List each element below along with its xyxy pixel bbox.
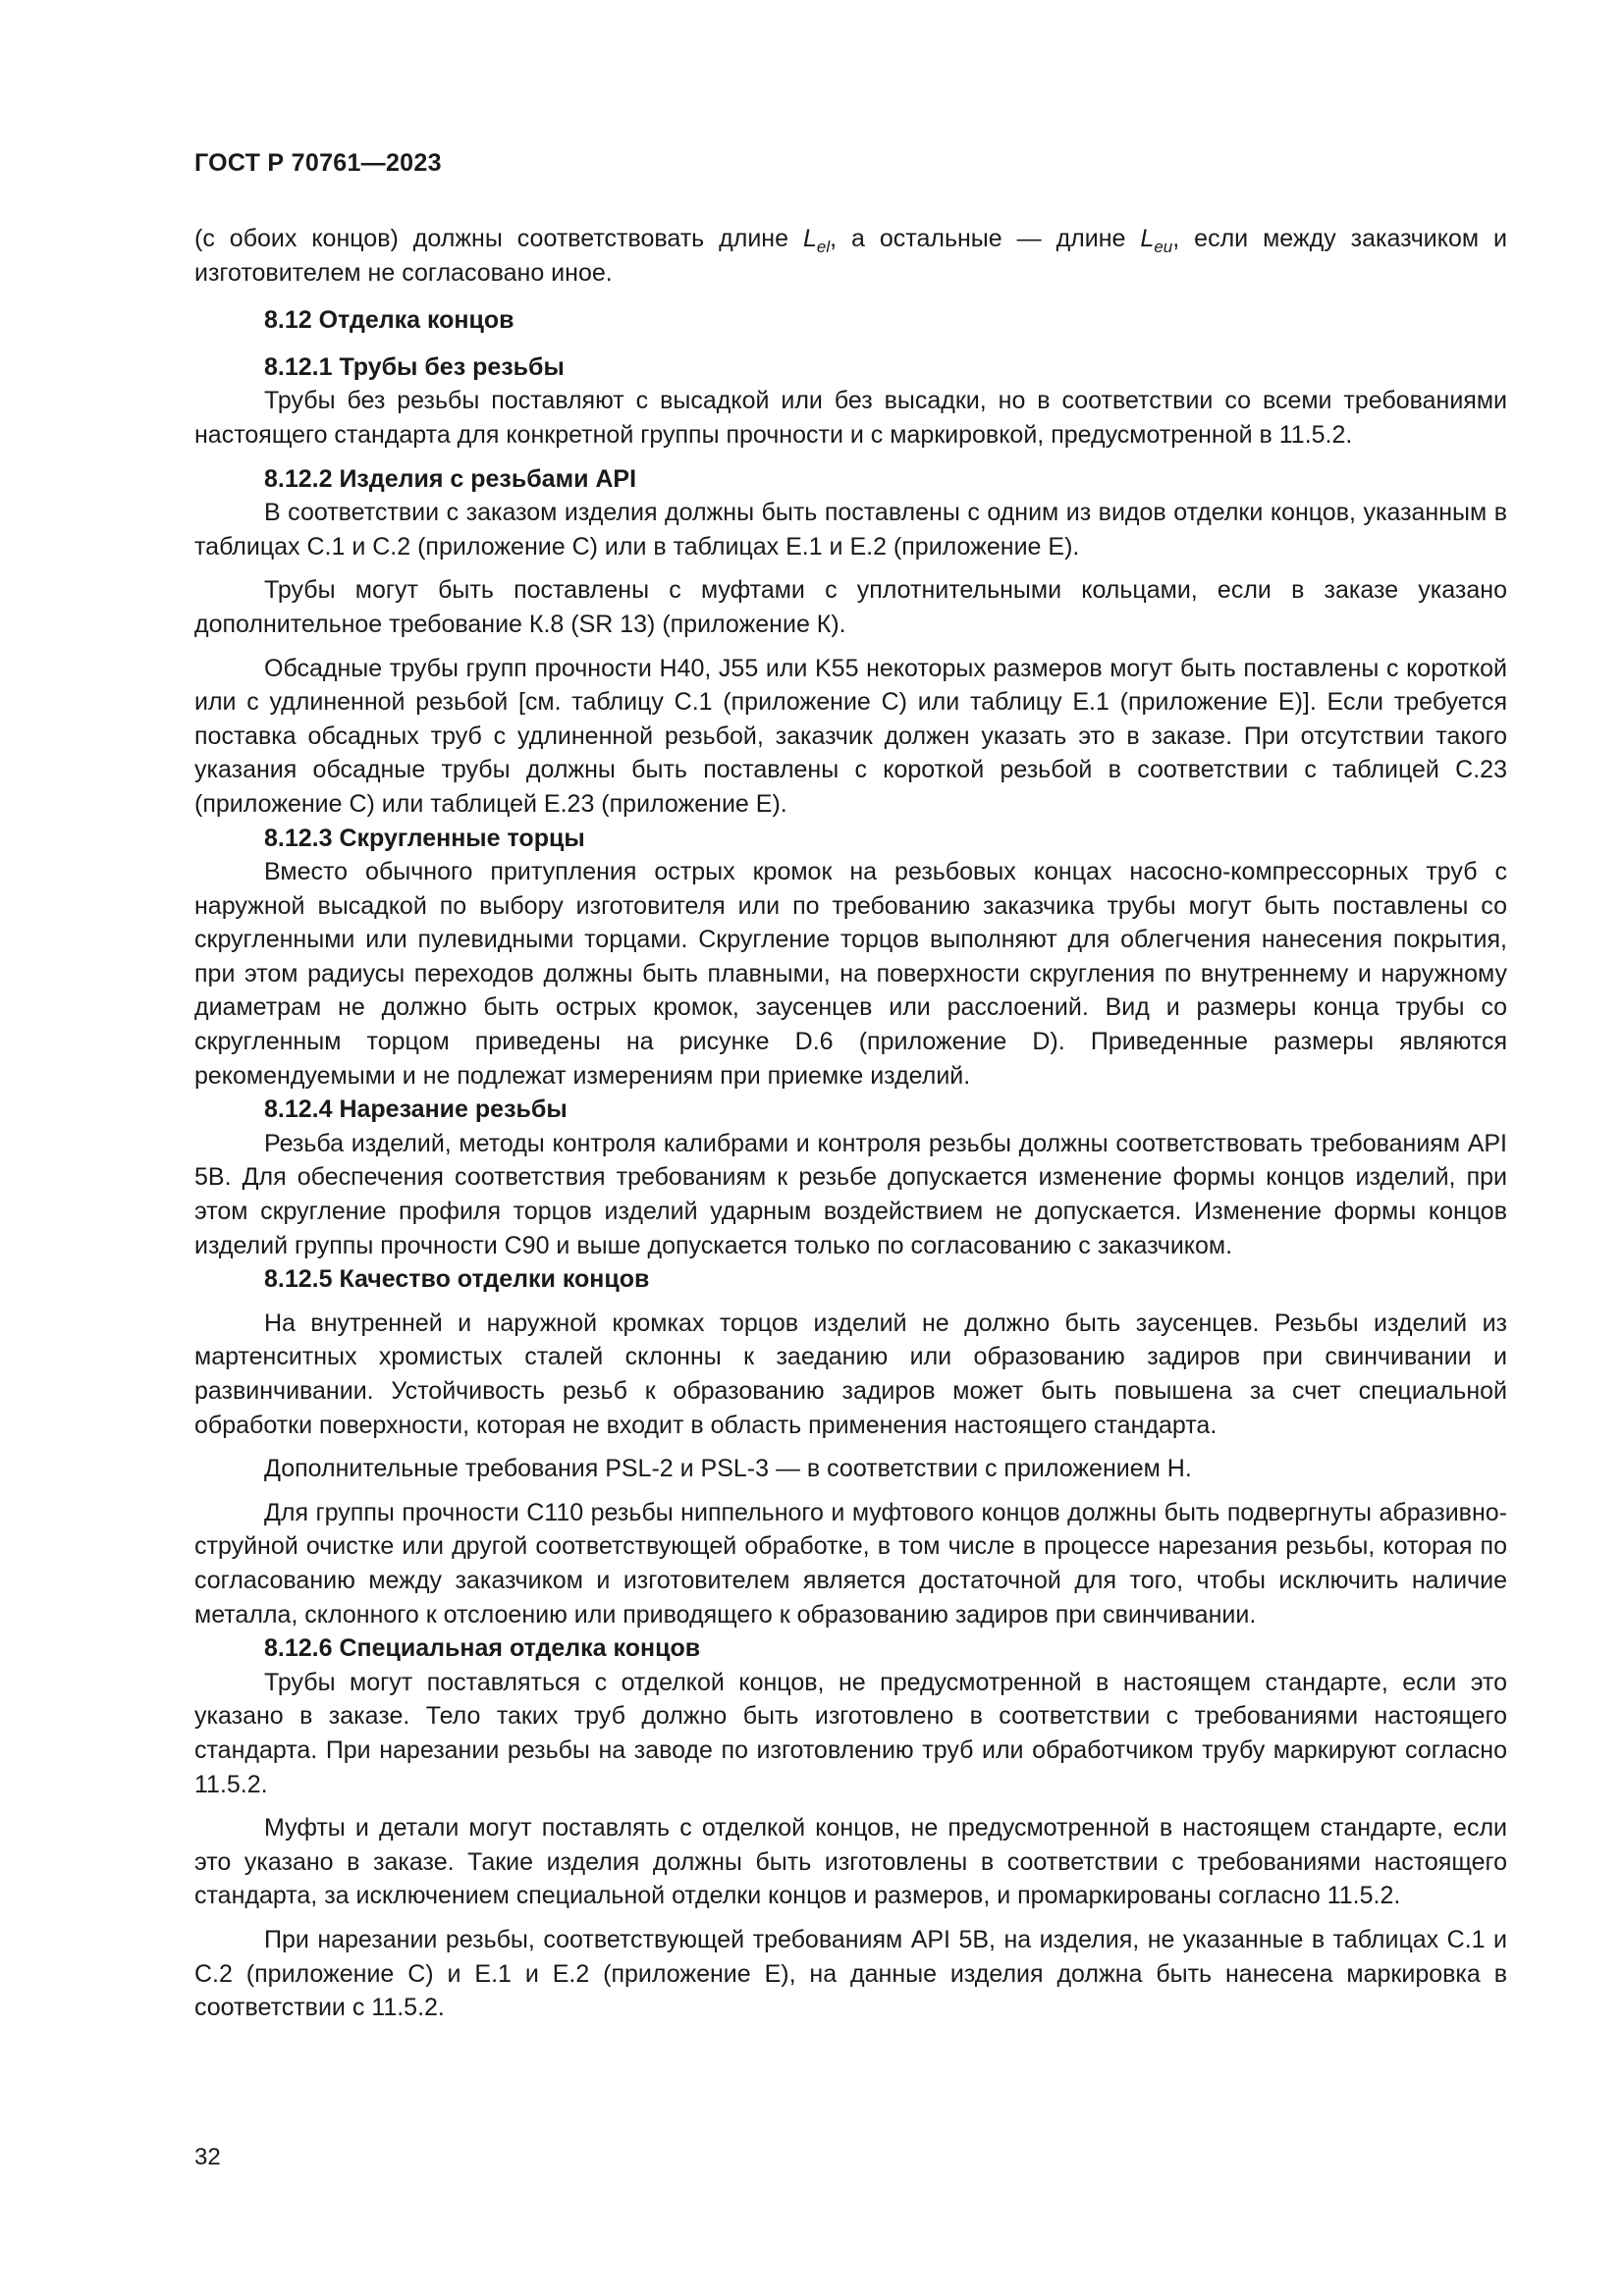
- intro-text-2: , а остальные — длине: [830, 225, 1141, 252]
- section-8-12-2-paragraph-2: Трубы могут быть поставлены с муфтами с уплотнительными кольцами, если в заказе указано дополнительное требование К.8 (SR 13) (приложение К).: [194, 576, 1507, 638]
- section-8-12-5-paragraph-2: Дополнительные требования PSL-2 и PSL-3 — в соответствии с приложением Н.: [264, 1455, 1192, 1483]
- section-8-12-6-title: 8.12.6 Специальная отделка концов: [264, 1634, 701, 1663]
- intro-paragraph: [194, 222, 1507, 290]
- section-8-12-3-paragraph-1: Вместо обычного притупления острых кромок на резьбовых концах насосно-компрессорных труб с наружной высадкой по выбору изготовителя или по требованию заказчика трубы могут быть поставлены со скругленными или пулевидными торцами. Скругление торцов выполняют для облегчения нанесения покрытия, при этом радиусы переходов должны быть плавными, на поверхности скругления по внутреннему и наружному диаметрам не должно быть острых кромок, заусенцев или расслоений. Вид и размеры конца трубы со скругленным торцом приведены на рисунке D.6 (приложение D). Приведенные размеры являются рекомендуемыми и не подлежат измерениям при приемке изделий.: [194, 858, 1507, 1090]
- section-8-12-2-paragraph-1: В соответствии с заказом изделия должны быть поставлены с одним из видов отделки концов, указанным в таблицах С.1 и С.2 (приложение С) или в таблицах Е.1 и Е.2 (приложение Е).: [194, 499, 1507, 561]
- document-header: ГОСТ Р 70761—2023: [194, 149, 442, 177]
- document-body: [194, 222, 1507, 2025]
- intro-text-3: , если между заказчиком и изготовителем не согласовано иное.: [194, 225, 1508, 287]
- section-8-12-2-title: 8.12.2 Изделия с резьбами API: [264, 464, 637, 493]
- section-8-12-6-paragraph-1: Трубы могут поставляться с отделкой концов, не предусмотренной в настоящем стандарте, если это указано в заказе. Тело таких труб должно быть изготовлено в соответствии с требованиями настоящего стандарта. При нарезании резьбы на заводе по изготовлению труб или обработчиком трубу маркируют согласно 11.5.2.: [194, 1668, 1507, 1798]
- section-8-12-6-paragraph-2: Муфты и детали могут поставлять с отделкой концов, не предусмотренной в настоящем стандарте, если это указано в заказе. Такие изделия должны быть изготовлены в соответствии с требованиями настоящего стандарта, за исключением специальной отделки концов и размеров, и промаркированы согласно 11.5.2.: [194, 1814, 1507, 1910]
- section-8-12-2-paragraph-3: Обсадные трубы групп прочности Н40, J55 или K55 некоторых размеров могут быть поставлены с короткой или с удлиненной резьбой [см. таблицу С.1 (приложение С) или таблицу Е.1 (приложение Е)]. Если требуется поставка обсадных труб с удлиненной резьбой, заказчик должен указать это в заказе. При отсутствии такого указания обсадные трубы должны быть поставлены с короткой резьбой в соответствии с таблицей С.23 (приложение С) или таблицей Е.23 (приложение Е).: [194, 654, 1507, 818]
- section-8-12-title: 8.12 Отделка концов: [264, 306, 514, 335]
- section-8-12-1-title: 8.12.1 Трубы без резьбы: [264, 352, 565, 381]
- var-l-eu: $L_{eu}$: [1140, 225, 1173, 256]
- section-8-12-4-title: 8.12.4 Нарезание резьбы: [264, 1095, 568, 1124]
- page-number: 32: [194, 2144, 221, 2170]
- section-8-12-5-title: 8.12.5 Качество отделки концов: [264, 1265, 650, 1294]
- section-8-12-3-title: 8.12.3 Скругленные торцы: [264, 824, 585, 852]
- section-8-12-4-paragraph-1: Резьба изделий, методы контроля калибрами и контроля резьбы должны соответствовать требованиям API 5B. Для обеспечения соответствия требованиям к резьбе допускается изменение формы концов изделий, при этом скругление профиля торцов изделий ударным воздействием не допускается. Изменение формы концов изделий группы прочности С90 и выше допускается только по согласованию с заказчиком.: [194, 1129, 1507, 1259]
- var-l-el: $L_{el}$: [802, 225, 831, 256]
- section-8-12-5-paragraph-3: Для группы прочности С110 резьбы ниппельного и муфтового концов должны быть подвергнуты абразивно-струйной очистке или другой соответствующей обработке, в том числе в процессе нарезания резьбы, которая по согласованию между заказчиком и изготовителем является достаточной для того, чтобы исключить наличие металла, склонного к отслоению или приводящего к образованию задиров при свинчивании.: [194, 1498, 1507, 1629]
- section-8-12-6-paragraph-3: При нарезании резьбы, соответствующей требованиям API 5B, на изделия, не указанные в таблицах С.1 и С.2 (приложение С) и Е.1 и Е.2 (приложение Е), на данные изделия должна быть нанесена маркировка в соответствии с 11.5.2.: [194, 1925, 1507, 2022]
- section-8-12-1-paragraph-1: Трубы без резьбы поставляют с высадкой или без высадки, но в соответствии со всеми требованиями настоящего стандарта для конкретной группы прочности и с маркировкой, предусмотренной в 11.5.2.: [194, 387, 1507, 449]
- section-8-12-5-paragraph-1: На внутренней и наружной кромках торцов изделий не должно быть заусенцев. Резьбы изделий из мартенситных хромистых сталей склонны к заеданию или образованию задиров при свинчивании и развинчивании. Устойчивость резьб к образованию задиров может быть повышена за счет специальной обработки поверхности, которая не входит в область применения настоящего стандарта.: [194, 1308, 1507, 1439]
- intro-text-1: (с обоих концов) должны соответствовать длине: [194, 225, 803, 252]
